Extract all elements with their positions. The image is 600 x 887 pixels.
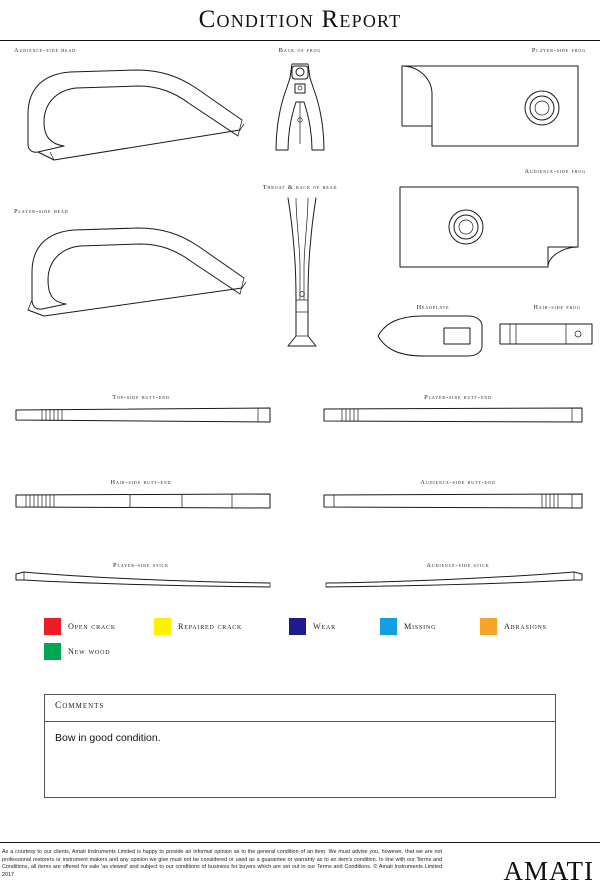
legend-label-missing: Missing <box>404 622 437 631</box>
diagram-audience-side-frog <box>392 179 588 279</box>
brand-logo: AMATI <box>503 856 594 886</box>
diagram-audience-side-butt-end <box>320 488 590 514</box>
caption-player-side-head: Player-side head <box>14 208 69 215</box>
legend-label-wear: Wear <box>313 622 336 631</box>
caption-hair-side-frog: Hair-side frog <box>533 304 581 311</box>
swatch-missing-icon <box>380 618 397 635</box>
caption-audience-side-head: Audience-side head <box>14 47 76 54</box>
legend-item-wear <box>289 618 380 635</box>
caption-player-side-butt-end: Player-side butt-end <box>424 394 492 401</box>
legend-item-abrasions <box>480 618 547 635</box>
caption-audience-side-butt-end: Audience-side butt-end <box>420 479 496 486</box>
diagram-audience-side-stick <box>320 568 590 590</box>
title-divider <box>0 40 600 41</box>
caption-player-side-stick: Player-side stick <box>113 562 169 569</box>
legend-label-repaired-crack: Repaired crack <box>178 622 243 631</box>
caption-back-of-frog: Back of frog <box>278 47 322 54</box>
diagram-throat-and-back-of-head <box>274 196 330 354</box>
diagram-audience-side-head <box>10 58 250 168</box>
diagram-player-side-stick <box>12 568 276 590</box>
diagram-hair-side-butt-end <box>12 488 276 514</box>
comments-text: Bow in good condition. <box>55 732 161 744</box>
swatch-new-wood-icon <box>44 643 61 660</box>
diagram-top-side-butt-end <box>12 402 276 428</box>
legend-label-abrasions: Abrasions <box>504 622 547 631</box>
footer-disclaimer: As a courtesy to our clients, Amati Instruments Limited is happy to provide an informal opinion as to the general condition of an item. We must advise you, however, that we are not professional restorers or instrument makers and any opinion we give must not be considered or used as a guarantee or warranty as to an item's condition. In line with our Terms and Conditions, all items are offered for sale 'as viewed' and subject to our conditions of business for buyers which are set out in our Terms and Conditions. © Amati Instruments Limited 2017 <box>2 849 442 878</box>
legend-item-missing <box>380 618 480 635</box>
swatch-open-crack-icon <box>44 618 61 635</box>
caption-audience-side-stick: Audience-side stick <box>426 562 490 569</box>
caption-audience-side-frog: Audience-side frog <box>524 168 586 175</box>
diagram-headplate <box>372 312 488 360</box>
diagram-player-side-frog <box>392 58 588 158</box>
comments-box <box>44 694 556 798</box>
caption-top-side-butt-end: Top-side butt-end <box>112 394 170 401</box>
legend-item-open-crack <box>44 618 154 635</box>
diagram-player-side-head <box>10 218 250 328</box>
legend-item-repaired-crack <box>154 618 289 635</box>
comments-heading: Comments <box>45 695 555 722</box>
page-title: Condition Report <box>198 6 402 33</box>
legend-row-2 <box>44 643 574 660</box>
diagram-hair-side-frog <box>496 314 596 354</box>
caption-player-side-frog: Player-side frog <box>531 47 586 54</box>
caption-hair-side-butt-end: Hair-side butt-end <box>110 479 172 486</box>
diagram-back-of-frog <box>272 58 328 158</box>
condition-report-page <box>0 6 600 886</box>
swatch-wear-icon <box>289 618 306 635</box>
swatch-abrasions-icon <box>480 618 497 635</box>
legend <box>44 618 574 668</box>
legend-row-1 <box>44 618 574 635</box>
legend-label-new-wood: New wood <box>68 647 111 656</box>
caption-headplate: Headplate <box>416 304 450 311</box>
legend-label-open-crack: Open crack <box>68 622 116 631</box>
legend-item-new-wood <box>44 643 110 660</box>
footer-divider <box>0 842 600 843</box>
caption-throat-and-back-of-head: Throat & back of head <box>262 184 338 191</box>
swatch-repaired-crack-icon <box>154 618 171 635</box>
diagram-player-side-butt-end <box>320 402 590 428</box>
